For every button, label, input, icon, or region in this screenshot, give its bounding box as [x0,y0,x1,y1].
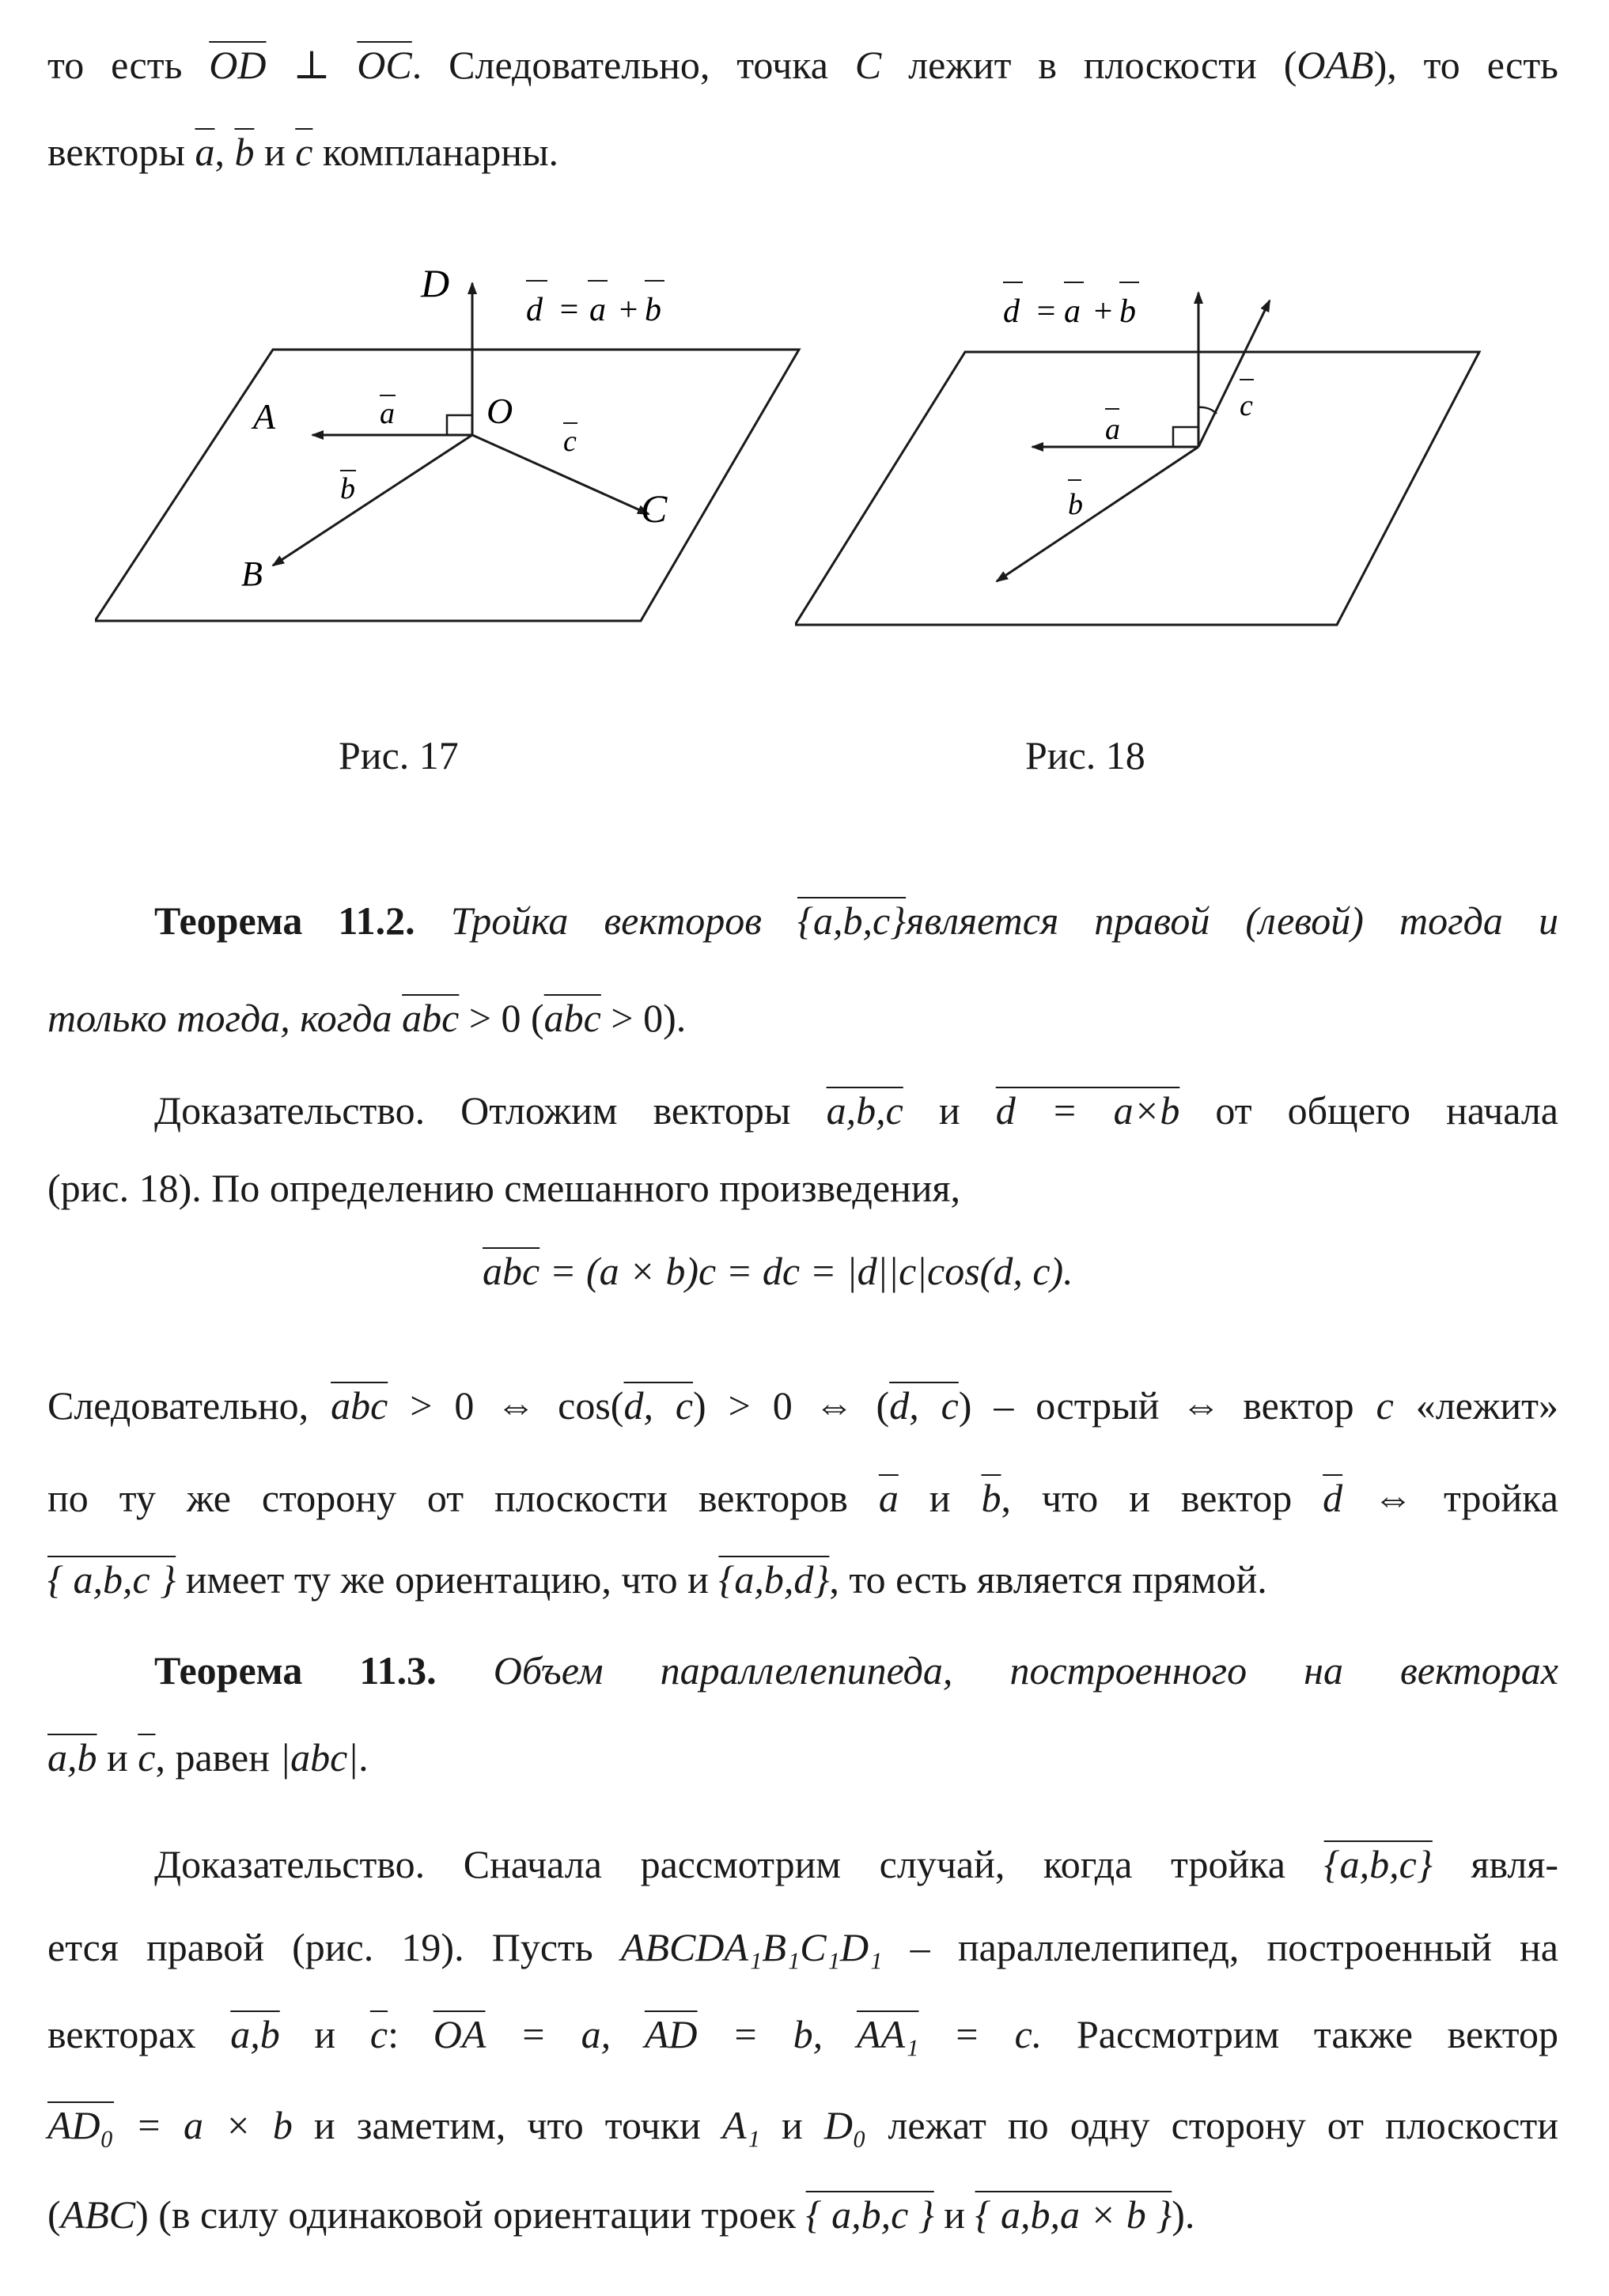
label-vec-a: a [1105,413,1120,446]
text-fragment: Доказательство. Отложим векторы [154,1088,827,1133]
proof-11-2-line-4 [47,1380,1558,1431]
text-fragment: = b, [697,2012,857,2056]
vector-c: $\overline{c}$ [138,1735,156,1780]
text-fragment: , равен [155,1735,280,1780]
vectors-abc: a,b,c [826,1088,903,1133]
vector-a: $\overline{a}$ [878,1476,899,1520]
text-fragment: Тройка векторов [415,898,797,943]
text-fragment: > 0 ( [459,996,544,1040]
label-vec-b-eq: b [645,292,661,328]
plus-sign: + [1092,293,1115,330]
vector-triple: { a,b,c } [47,1557,176,1602]
comma: , [214,130,235,174]
arrow-b [997,447,1198,581]
proof-11-3-line-4 [47,2100,1558,2150]
text-fragment: и [279,2012,370,2056]
text-fragment: , то есть является прямой. [829,1557,1267,1602]
text-fragment: «лежит» [1393,1383,1558,1428]
text-fragment: компланарны. [312,130,559,174]
label-c-point: C [641,486,668,531]
equals-sign: = [558,292,581,328]
text-fragment: и [759,2103,824,2147]
vector-oc: $\overline{OC}$ [357,43,412,87]
label-vec-c: c [1240,389,1253,422]
caption-fig-18: Рис. 18 [1025,733,1145,777]
proof-11-3-line-1 [154,1839,1558,1889]
arrow-c [1198,301,1270,447]
vector-triple: { a,b,c } [805,2192,934,2237]
text-fragment: ется правой (рис. 19). Пусть [47,1925,621,1969]
plane-abc: ABC [60,2192,136,2237]
plane-oab: OAB [1297,43,1374,87]
text-fragment: и [903,1088,996,1133]
label-vec-a-eq: a [1064,293,1081,330]
text-fragment: и заметим, что точки [292,2103,722,2147]
label-o-point: O [486,391,513,431]
proof-11-2-line-6 [47,1554,1558,1605]
right-angle-mark [447,415,472,435]
proof-11-2-line-1 [154,1085,1558,1136]
proof-11-3-line-3 [47,2009,1558,2060]
text-fragment: > 0 ⇔ cos( [388,1383,624,1428]
vectors-ab: a,b [47,1735,97,1780]
vectors-dc: d, c [623,1383,694,1428]
text-fragment: ). [1172,2192,1195,2237]
plane-parallelogram [95,350,799,621]
label-vec-b: b [1068,488,1083,521]
period: . [676,996,687,1040]
equation-mixed-product [483,1246,1073,1296]
vector-c: $\overline{c}$ [369,2012,388,2056]
vector-triple: { a,b,a × b } [975,2192,1172,2237]
mixed-product: $\overline{abc}$ [543,996,601,1040]
label-vec-b-eq: b [1119,293,1136,330]
text-fragment: Доказательство. Сначала рассмотрим случай, когда тройка [154,1842,1324,1886]
caption-fig-17: Рис. 17 [339,733,459,777]
figure-18 [795,265,1507,637]
vectors-dc: d, c [889,1383,959,1428]
theorem-11-3-line-2 [47,1732,1558,1783]
vector-ad: $\overline{AD}$ [644,2012,698,2056]
text-fragment: ) – острый ⇔ вектор [958,1383,1376,1428]
mixed-product: $\overline{abc}$ [402,996,460,1040]
text-fragment: : [388,2012,433,2056]
proof-11-2-line-2: (рис. 18). По определению смешанного произведения, [47,1166,961,1210]
text-fragment: Объем параллелепипеда, построенного на векторах [436,1648,1558,1693]
text-fragment: ( [47,2192,61,2237]
vector-triple: {a,b,c} [1323,1842,1433,1886]
proof-11-3-line-2 [47,1922,1558,1973]
text-fragment: и [933,2192,975,2237]
text-fragment: от общего начала [1179,1088,1558,1133]
figure-17 [95,261,823,656]
label-vec-d: d [1003,293,1020,330]
vector-aa1: AA₁ [856,2012,919,2056]
text-fragment: ), то есть [1373,43,1558,87]
text-fragment: то есть [47,43,210,87]
text-fragment: , что и вектор [1001,1476,1323,1520]
point-a1: A₁ [721,2103,760,2147]
equation-rest: = (a × b)c = dc = |d||c|cos(d, c). [539,1249,1073,1293]
point-d0: D₀ [823,2103,867,2147]
text-fragment: является правой (левой) тогда и [906,898,1558,943]
arrow-ob [273,435,472,565]
right-angle-mark [1173,427,1198,447]
label-a-point: A [253,396,276,437]
plus-sign: + [617,292,640,328]
vector-a: $\overline{a}$ [195,130,215,174]
text-fragment: = c. [918,2012,1043,2056]
text-fragment: Рассмотрим также вектор [1042,2012,1558,2056]
vector-d: $\overline{d}$ [1323,1476,1343,1520]
text-fragment: . Следовательно, точка [411,43,855,87]
label-vec-d: d [526,292,543,328]
label-vec-b: b [340,472,355,505]
text-fragment: ⇔ тройка [1342,1476,1558,1520]
text-fragment: и [97,1735,138,1780]
vector-od: $\overline{OD}$ [209,43,267,87]
vector-ad0: AD₀ [47,2103,115,2147]
text-fragment: только тогда, когда [47,996,403,1040]
vector-triple: {a,b,c} [797,898,907,943]
label-vec-a: a [380,397,395,430]
arrow-oc [472,435,649,514]
paragraph-line-1 [47,40,1558,90]
text-fragment: векторах [47,2012,231,2056]
vector-oa: $\overline{OA}$ [433,2012,486,2056]
vector-d-def: d = a×b [995,1088,1180,1133]
perp-symbol: ⊥ [266,43,358,87]
vector-triple: {a,b,d} [718,1557,830,1602]
vector-c: c [1376,1383,1394,1428]
text-fragment: и [898,1476,982,1520]
text-fragment: = a × b [114,2103,293,2147]
label-vec-c: c [563,425,577,458]
text-fragment: ) (в силу одинаковой ориентации троек [135,2192,806,2237]
theorem-11-3-line-1 [154,1645,1558,1696]
theorem-11-2-line-1 [154,895,1558,946]
vectors-ab: a,b [230,2012,280,2056]
text-fragment: явля- [1432,1842,1558,1886]
text-fragment: лежит в плоскости ( [881,43,1297,87]
text-fragment: = a, [485,2012,645,2056]
text-fragment: лежат по одну сторону от плоскости [866,2103,1559,2147]
period: . [358,1735,369,1780]
text-fragment: и [254,130,296,174]
proof-11-3-line-5 [47,2189,1558,2240]
text-fragment: векторы [47,130,195,174]
parallelepiped-name: ABCDA₁B₁C₁D₁ [620,1925,883,1969]
abs-mixed-product: |abc| [279,1735,359,1780]
text-fragment: – параллелепипед, построенный на [882,1925,1558,1969]
theorem-title: Теорема 11.3. [154,1648,437,1693]
vector-b: $\overline{b}$ [234,130,255,174]
text-fragment: > 0) [600,996,676,1040]
label-b-point: B [241,554,263,593]
mixed-product: $\overline{abc}$ [331,1383,388,1428]
theorem-11-2-line-2 [47,993,1558,1043]
mixed-product: $\overline{abc}$ [483,1249,540,1293]
label-d-point: D [421,261,450,305]
vector-b: $\overline{b}$ [981,1476,1001,1520]
label-vec-a-eq: a [589,292,606,328]
theorem-title: Теорема 11.2. [154,898,415,943]
vector-c: $\overline{c}$ [295,130,313,174]
point-c: C [854,43,882,87]
proof-11-2-line-5 [47,1473,1558,1523]
text-fragment: Следовательно, [47,1383,331,1428]
text-fragment: ) > 0 ⇔ ( [693,1383,890,1428]
text-fragment: по ту же сторону от плоскости векторов [47,1476,879,1520]
text-fragment: имеет ту же ориентацию, что и [176,1557,719,1602]
equals-sign: = [1035,293,1058,330]
paragraph-line-2 [47,127,1558,177]
